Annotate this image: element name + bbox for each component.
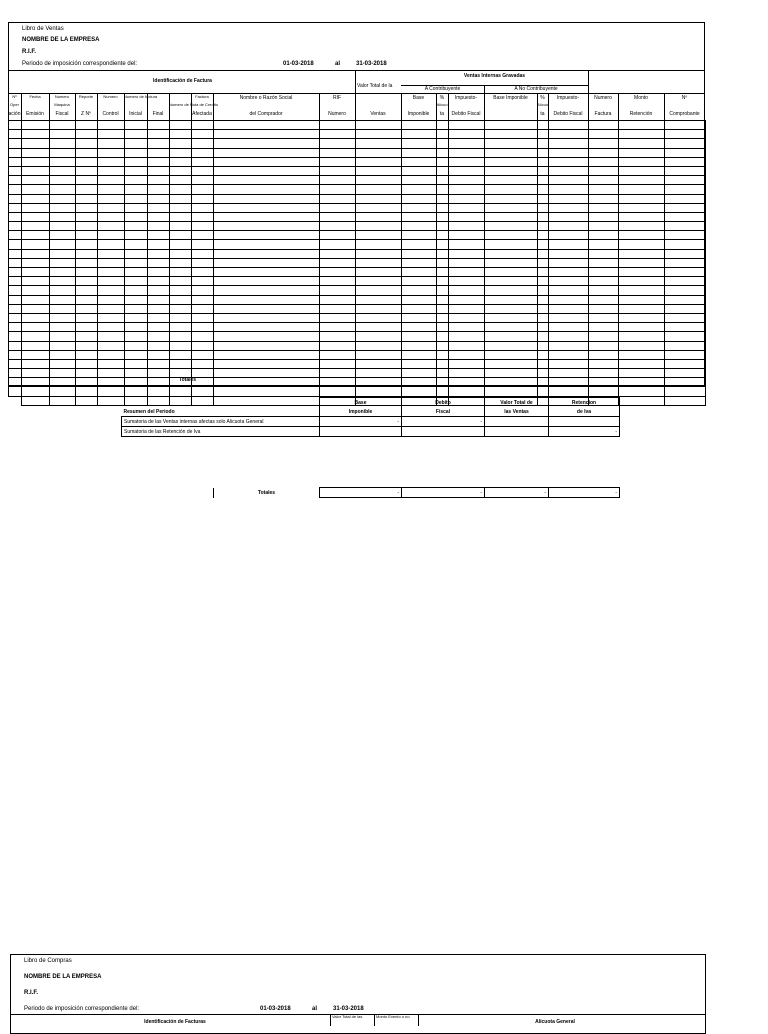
ventas-al: al (335, 61, 341, 67)
ventas-col-header-bot: Ventas (370, 111, 386, 117)
compras-monto-exento-top: Monto Exento o no (376, 1014, 410, 1019)
ventas-table-row (9, 212, 706, 221)
ventas-col-header-bot: del Comprador (249, 111, 283, 117)
ventas-table-row (9, 268, 706, 277)
summary-row-value: - (549, 427, 620, 437)
compras-company: NOMBRE DE LA EMPRESA (24, 974, 102, 980)
compras-group-identificacion: Identificación de Facturas (144, 1019, 206, 1025)
ventas-group-ventas: Ventas Internas Gravadas (463, 73, 526, 79)
summary-header-retencion-l2: de Iva (549, 407, 620, 417)
summary-title: Resumen del Periodo (122, 407, 320, 417)
ventas-col-header-bot: ta (540, 111, 545, 117)
ventas-col-header-bot: Final (152, 111, 164, 117)
ventas-col-header-top: Numero (103, 94, 118, 99)
ventas-table-row (9, 166, 706, 175)
summary-totales-value: - (549, 488, 620, 498)
ventas-rif: R.I.F. (22, 49, 37, 55)
compras-al: al (312, 1006, 318, 1012)
compras-date-to: 31-03-2018 (333, 1006, 364, 1012)
summary-row-label: Sumatoria de las Retención de Iva (122, 427, 320, 437)
ventas-title: Libro de Ventas (22, 26, 64, 32)
ventas-table-row (9, 222, 706, 231)
ventas-col-header-bot: Fiscal (55, 111, 69, 117)
ventas-table-row (9, 295, 706, 304)
ventas-col-header-top: % (439, 95, 445, 101)
ventas-table-row (9, 286, 706, 295)
ventas-col-header-bot: Afectada (192, 111, 212, 117)
ventas-col-header-bot: ta (439, 111, 445, 117)
ventas-col-header-bot: Imponible (407, 111, 430, 117)
ventas-col-header-mid: Alícuo (436, 102, 448, 107)
ventas-col-header-top: Numero (594, 95, 612, 101)
summary-header-valor-l2: las Ventas (485, 407, 549, 417)
summary-header-base-l1: Base (320, 398, 402, 408)
ventas-table-row (9, 378, 706, 387)
ventas-grid (8, 120, 706, 406)
compras-period-label: Periodo de imposición correspondiente del: (24, 1006, 140, 1012)
ventas-valor-total-top: Valor Total de la (357, 83, 393, 89)
ventas-group-contribuyente: A Contribuyente (424, 86, 461, 92)
summary-header-valor-l1: Valor Total de (485, 398, 549, 408)
summary-row-value (549, 417, 620, 427)
ventas-company: NOMBRE DE LA EMPRESA (22, 37, 100, 43)
ventas-group-no-contribuyente: A No Contribuyente (514, 86, 558, 92)
ventas-col-header-top: Nº (12, 94, 17, 99)
ventas-table-row (9, 350, 706, 359)
summary-totales-value: - (485, 488, 549, 498)
ventas-table-row (9, 277, 706, 286)
ventas-table-row (9, 341, 706, 350)
ventas-col-header-bot: Factura (594, 111, 612, 117)
ventas-col-header-top: Numero de factura (124, 94, 158, 99)
summary-header-debito-l2: Fiscal (402, 407, 485, 417)
ventas-col-header-mid: Numero de Nota de Credito (169, 102, 218, 107)
summary-row-value (485, 427, 549, 437)
ventas-col-header-bot: Debito Fiscal (553, 111, 583, 117)
compras-valor-total-top: Valor Total de las (332, 1014, 363, 1019)
compras-rif: R.I.F. (24, 990, 39, 996)
ventas-col-header-bot: Debito Fiscal (451, 111, 481, 117)
ventas-col-header-bot: Retención (629, 111, 653, 117)
ventas-table-row (9, 387, 706, 396)
ventas-col-header-top: % (540, 95, 545, 101)
summary-row-value (485, 417, 549, 427)
summary-header-base-l2: Imponible (320, 407, 402, 417)
ventas-table-row (9, 323, 706, 332)
ventas-table-row (9, 304, 706, 313)
summary-row-label: Sumatoria de las Ventas internas afectas solo Alicuota General (122, 417, 320, 427)
summary-totales-value: - (402, 488, 485, 498)
ventas-period-label: Periodo de imposición correspondiente del: (22, 61, 138, 67)
ventas-table-row (9, 203, 706, 212)
summary-row (122, 417, 620, 427)
ventas-table-row (9, 369, 706, 378)
ventas-col-header-top: Factura (195, 94, 209, 99)
compras-title: Libro de Compras (24, 958, 72, 964)
summary-row-value (402, 427, 485, 437)
ventas-col-header-top: Base Imponible (493, 95, 528, 101)
ventas-table-row (9, 185, 706, 194)
summary-row (122, 427, 620, 437)
ventas-table-row (9, 359, 706, 368)
ventas-group-identificacion: Identificación de Factura (153, 78, 212, 84)
ventas-col-header-top: Reporte (78, 94, 94, 99)
ventas-col-header-bot: Numero (328, 111, 346, 117)
ventas-col-header-bot: Emisión (26, 111, 44, 117)
summary-header-debito-l1: Debito (402, 398, 485, 408)
ventas-col-header-bot: ación (8, 111, 21, 117)
ventas-table-row (9, 157, 706, 166)
ventas-col-header-mid: Maquina (54, 102, 70, 107)
ventas-col-header-top: Impuesto- (454, 95, 478, 101)
ventas-col-header-top: Base (412, 95, 425, 101)
ventas-table-row (9, 249, 706, 258)
ventas-table-row (9, 194, 706, 203)
ventas-table-row (9, 148, 706, 157)
ventas-table-row (9, 231, 706, 240)
ventas-col-header-bot: Control (102, 111, 119, 117)
ventas-col-header-bot: Inicial (129, 111, 142, 117)
ventas-col-header-mid: Alícuo (537, 102, 549, 107)
ventas-summary-totales (213, 487, 620, 498)
ventas-table-row (9, 121, 706, 130)
ventas-col-header-top: Impuesto- (556, 95, 580, 101)
summary-totales-value: - (320, 488, 402, 498)
ventas-col-header-top: Monto (634, 95, 648, 101)
summary-row-value (320, 427, 402, 437)
ventas-col-header-bot: Comprobante (669, 111, 700, 117)
ventas-table-row (9, 313, 706, 322)
ventas-col-header-top: Nº (681, 95, 688, 101)
ventas-table-row (9, 240, 706, 249)
ventas-date-to: 31-03-2018 (356, 61, 387, 67)
summary-totales-label: Totales (214, 488, 320, 498)
compras-date-from: 01-03-2018 (260, 1006, 291, 1012)
ventas-col-header-top: Fecha (29, 94, 41, 99)
ventas-date-from: 01-03-2018 (283, 61, 314, 67)
ventas-col-header-mid: Oper (10, 102, 19, 107)
ventas-table-row (9, 139, 706, 148)
ventas-summary-table (121, 397, 620, 437)
ventas-table-row (9, 258, 706, 267)
summary-row-value: - (402, 417, 485, 427)
ventas-table-row (9, 332, 706, 341)
ventas-col-header-top: Nombre o Razón Social (239, 95, 293, 101)
ventas-col-header-top: RIF (332, 95, 342, 101)
compras-alicuota-general: Alícuota General (535, 1019, 575, 1025)
summary-row-value: - (320, 417, 402, 427)
ventas-totales-label: Totales (178, 377, 197, 383)
ventas-table-row (9, 130, 706, 139)
ventas-col-header-bot: Z Nº (81, 111, 91, 117)
summary-header-retencion-l1: Retencion (549, 398, 620, 408)
ventas-col-header-top: Numero (54, 94, 70, 99)
ventas-table-row (9, 176, 706, 185)
